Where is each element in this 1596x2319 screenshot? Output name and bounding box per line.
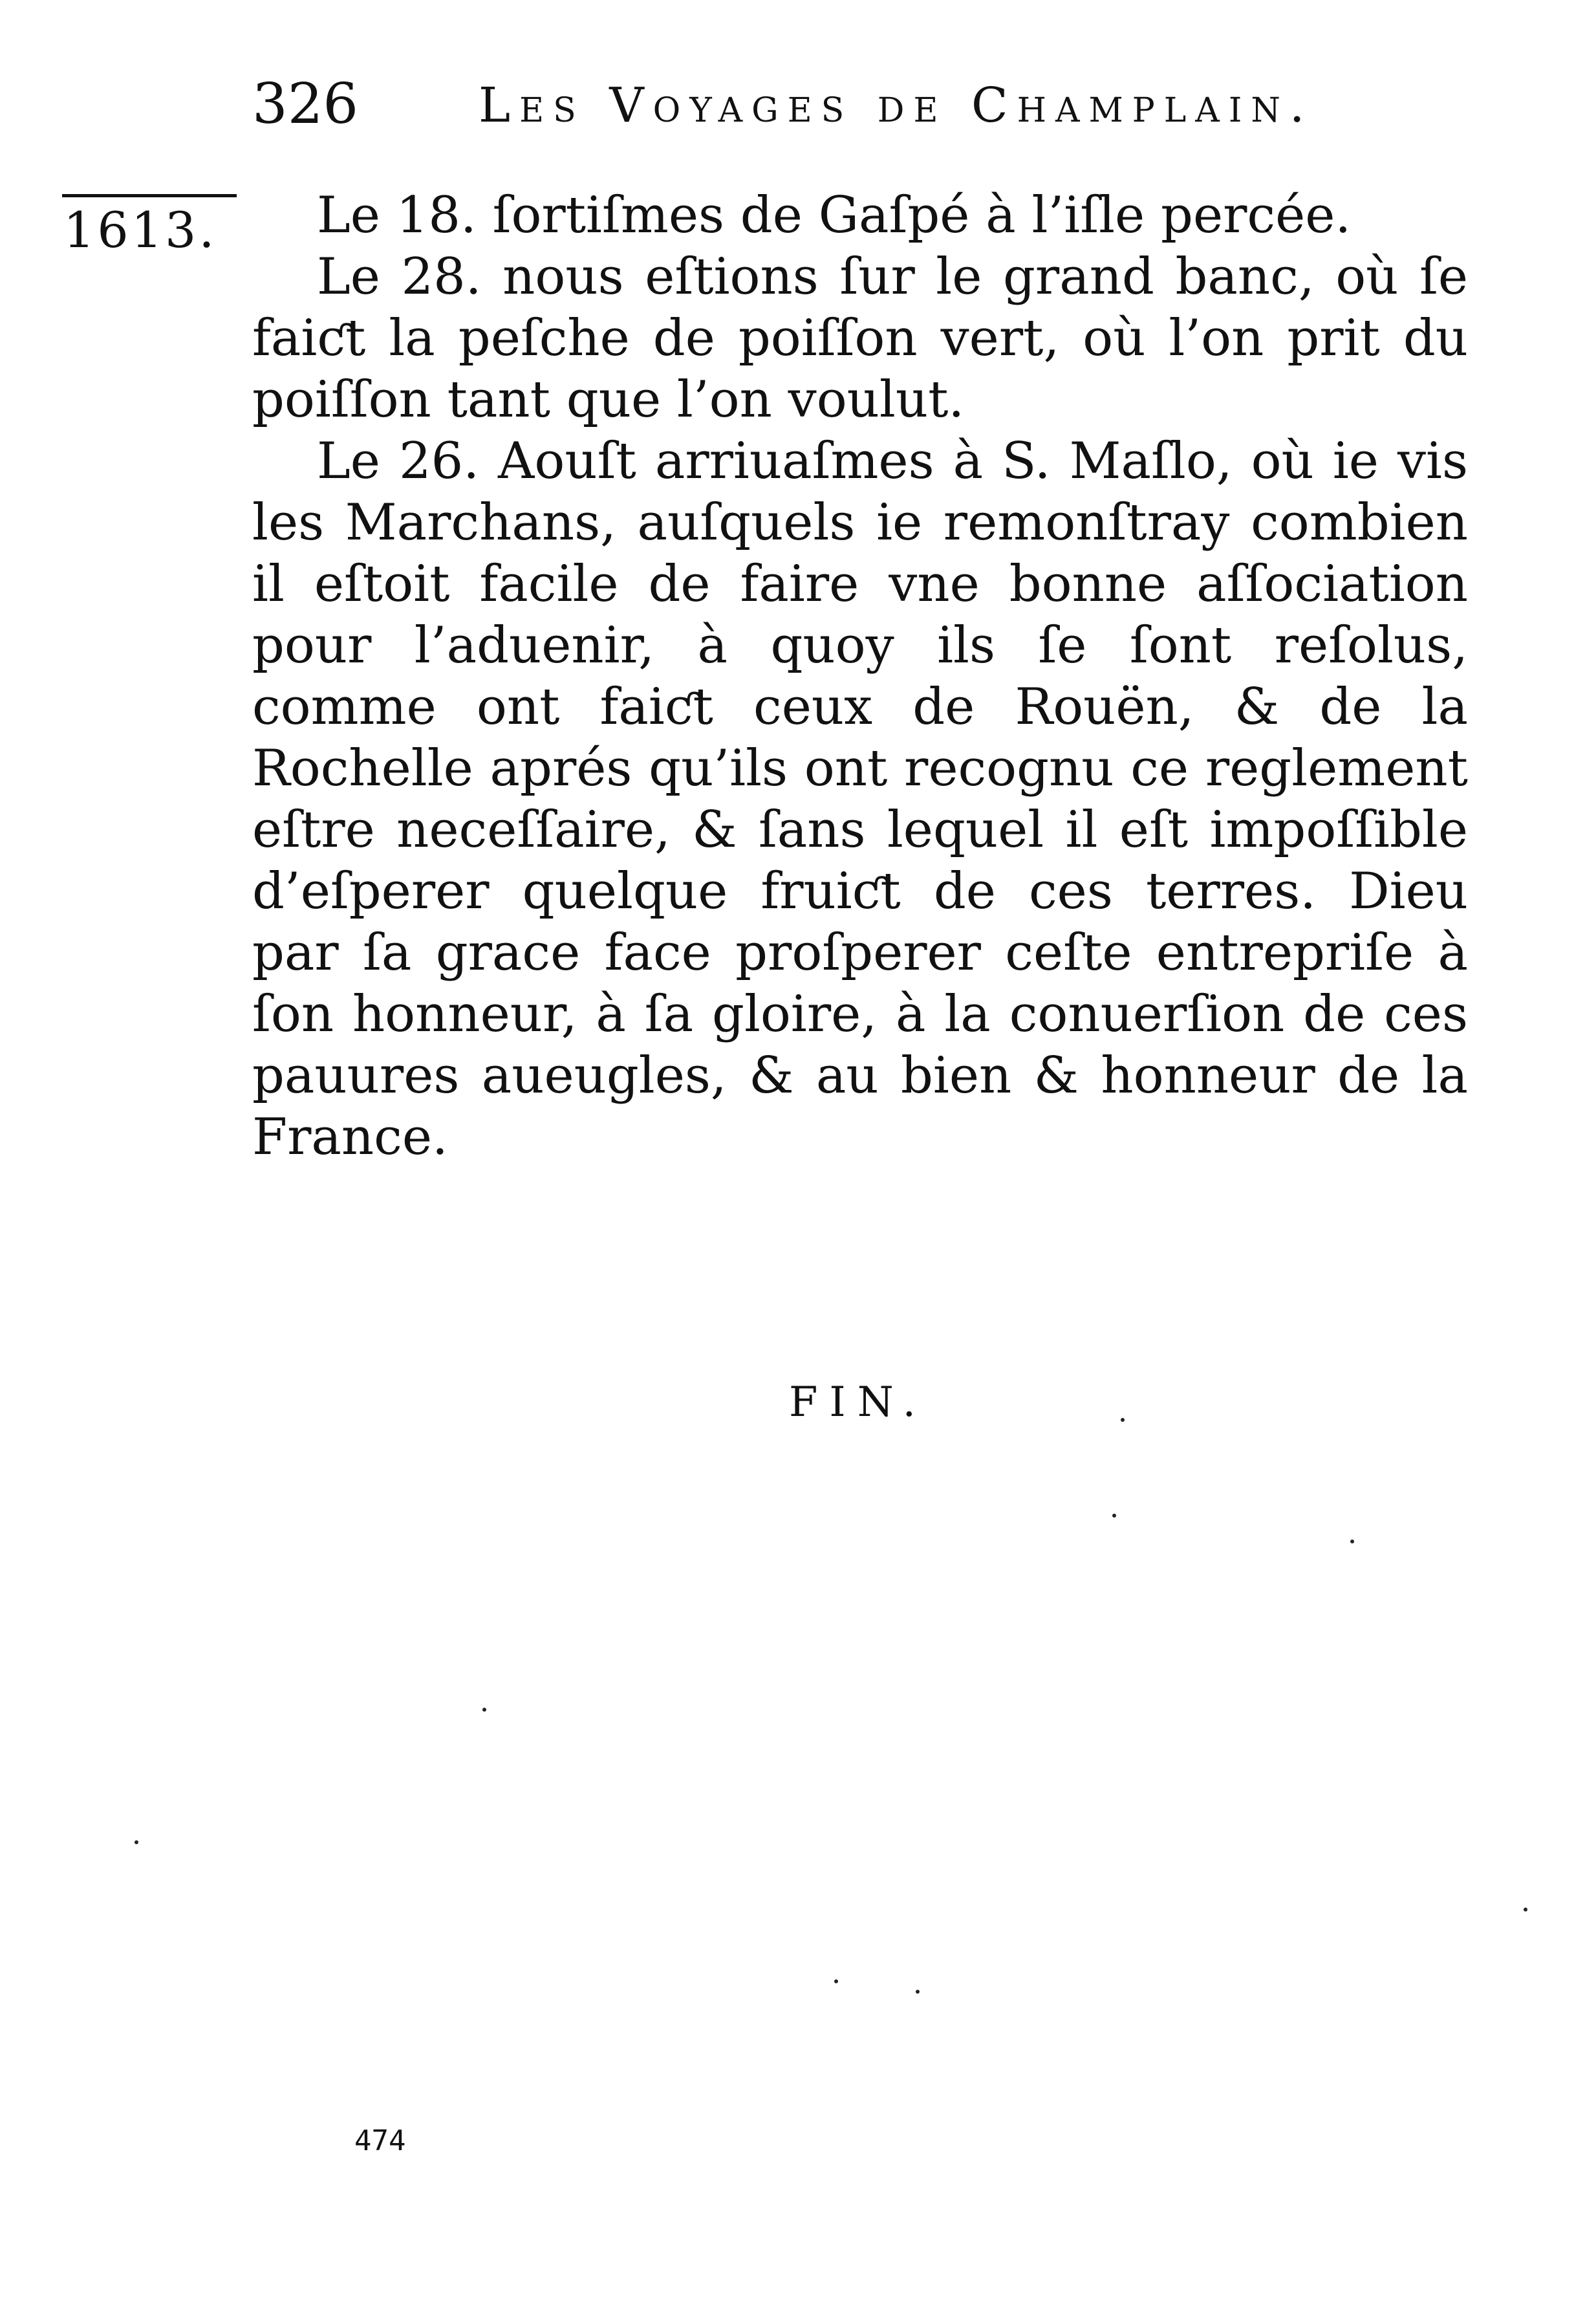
signature-mark: 474 <box>354 2124 406 2157</box>
ink-speck <box>482 1708 486 1712</box>
ink-speck <box>1112 1514 1116 1518</box>
ink-speck <box>1121 1418 1125 1422</box>
main-text-block <box>252 185 1468 1168</box>
paragraph-2: Le 28. nous eſtions ſur le grand banc, où ſe faiƈt la peſche de poiſſon vert, où l’on prit du poiſſon tant que l’on voulut. <box>252 248 1468 429</box>
page-number: 326 <box>252 72 359 136</box>
ink-speck <box>1350 1540 1354 1543</box>
ink-speck <box>135 1840 138 1844</box>
ink-speck <box>834 1979 838 1983</box>
paragraph-1: Le 18. ſortiſmes de Gaſpé à l’iſle percée. <box>317 186 1352 245</box>
ink-speck <box>1524 1908 1527 1911</box>
margin-year-note: 1613. <box>63 201 217 259</box>
margin-rule <box>62 194 237 197</box>
running-head: Les Voyages de Champlain. <box>479 78 1314 133</box>
paragraph-3: Le 26. Aouſt arriuaſmes à S. Maſlo, où ie vis les Marchans, auſquels ie remonſtray combien il eſtoit facile de faire vne bonne aſſociation pour l’aduenir, à quoy ils ſe ſont reſolus, comme ont faiƈt ceux de Rouën, & de la Rochelle aprés qu’ils ont recognu ce reglement eſtre neceſſaire, & ſans lequel il eſt impoſſible d’eſperer quelque fruiƈt de ces terres. Dieu par ſa grace face proſperer ceſte entrepriſe à ſon honneur, à ſa gloire, à la conuerſion de ces pauures aueugles, & au bien & honneur de la France. <box>252 432 1468 1166</box>
fin-label: FIN. <box>789 1378 927 1426</box>
ink-speck <box>916 1990 920 1994</box>
